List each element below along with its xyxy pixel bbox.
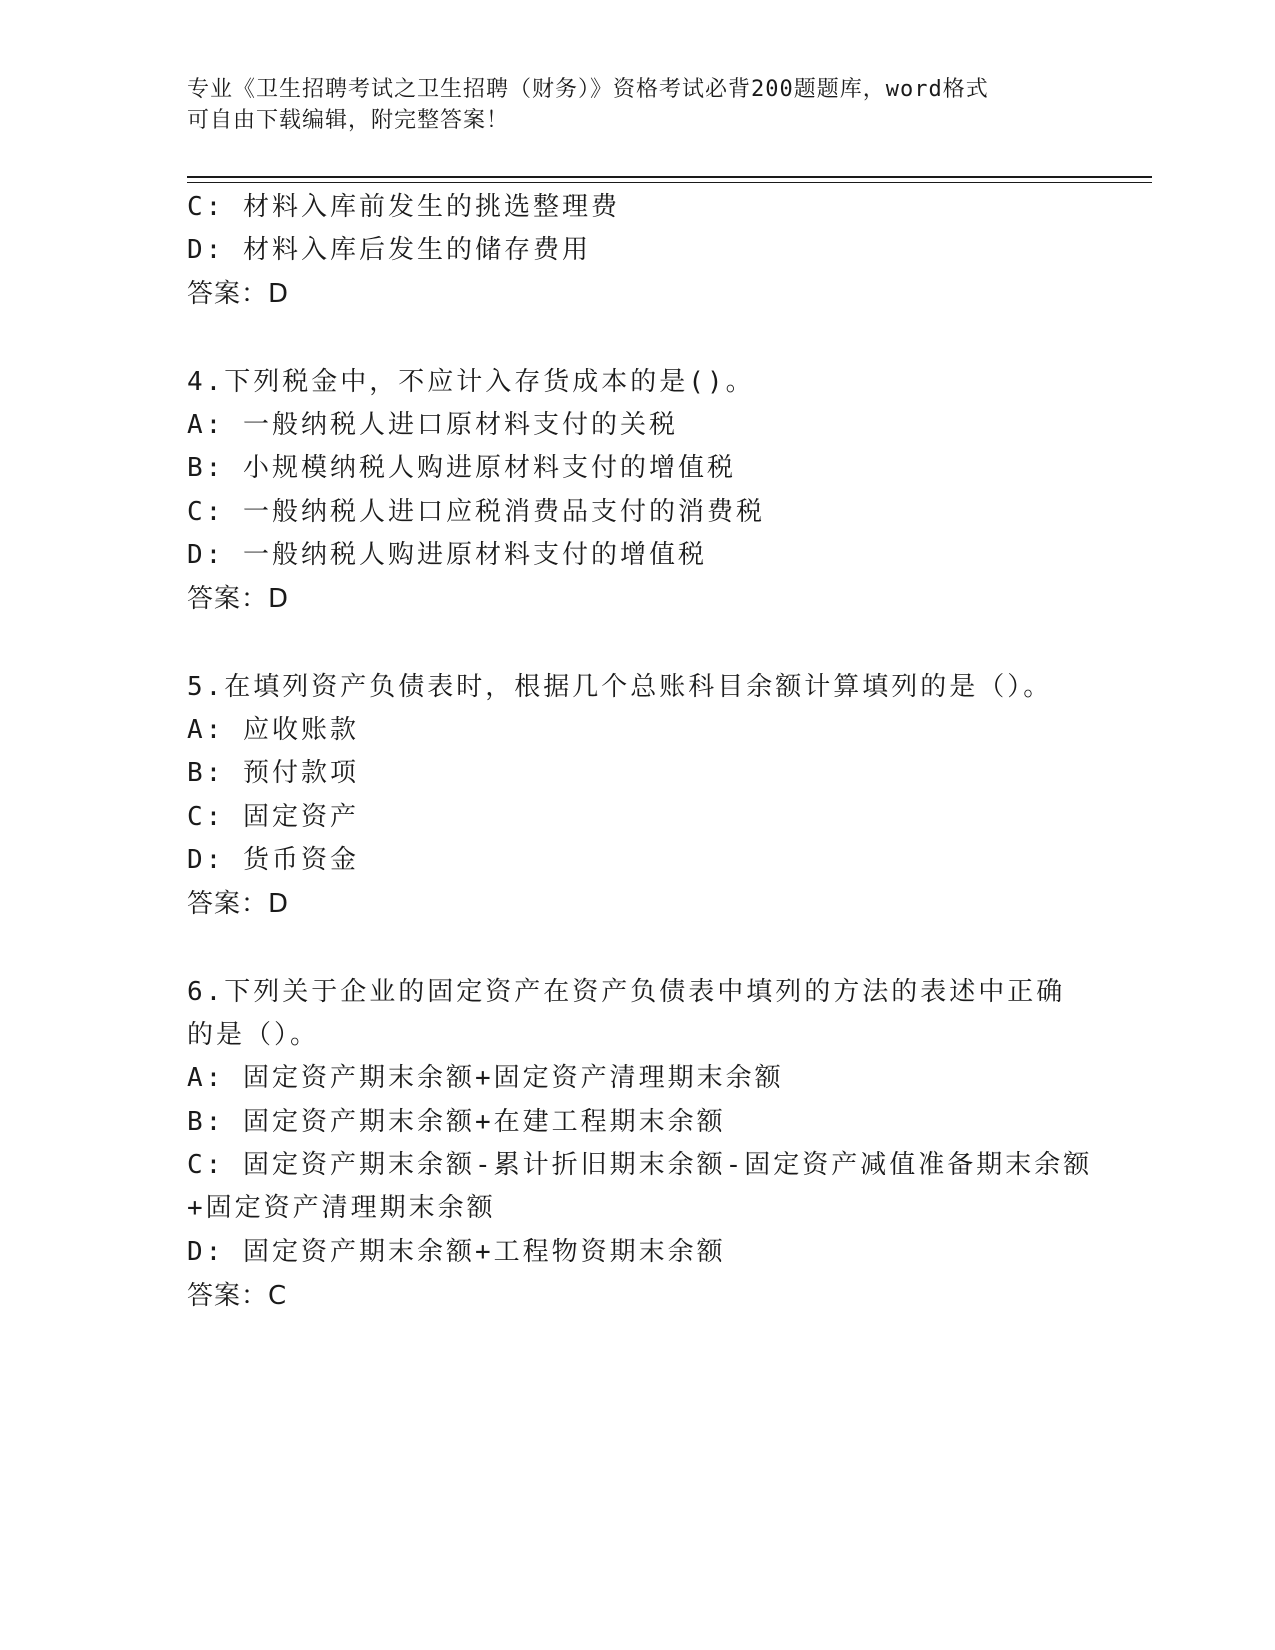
q5-question: 5.在填列资产负债表时，根据几个总账科目余额计算填列的是（）。 [187, 672, 1053, 702]
q4-option-d: D: 一般纳税人购进原材料支付的增值税 [187, 540, 707, 570]
q6-question-line-1: 6.下列关于企业的固定资产在资产负债表中填列的方法的表述中正确 [187, 977, 1066, 1007]
q6-option-a: A: 固定资产期末余额+固定资产清理期末余额 [187, 1063, 784, 1093]
q5-option-b: B: 预付款项 [187, 758, 359, 788]
document-header [187, 74, 1087, 136]
q3-option-c: C: 材料入库前发生的挑选整理费 [187, 192, 620, 222]
q5-option-a: A: 应收账款 [187, 715, 359, 745]
header-divider-thick [187, 176, 1152, 178]
header-divider-thin [187, 182, 1152, 183]
q6-question-line-2: 的是（）。 [187, 1020, 320, 1050]
header-line-1: 专业《卫生招聘考试之卫生招聘（财务）》资格考试必背200题题库，word格式 [187, 77, 989, 102]
header-line-2: 可自由下载编辑，附完整答案！ [187, 108, 510, 133]
q5-option-d: D: 货币资金 [187, 845, 359, 875]
q4-option-a: A: 一般纳税人进口原材料支付的关税 [187, 410, 678, 440]
q4-answer: 答案：D [187, 584, 290, 614]
q5-answer: 答案：D [187, 889, 290, 919]
q4-question: 4.下列税金中，不应计入存货成本的是()。 [187, 367, 755, 397]
q6-answer: 答案：C [187, 1281, 288, 1311]
q6-option-c-line-1: C: 固定资产期末余额-累计折旧期末余额-固定资产减值准备期末余额 [187, 1150, 1093, 1180]
q4-option-b: B: 小规模纳税人购进原材料支付的增值税 [187, 453, 736, 483]
q6-option-b: B: 固定资产期末余额+在建工程期末余额 [187, 1107, 726, 1137]
q6-option-c-line-2: +固定资产清理期末余额 [187, 1193, 496, 1223]
q4-option-c: C: 一般纳税人进口应税消费品支付的消费税 [187, 497, 765, 527]
q5-option-c: C: 固定资产 [187, 802, 359, 832]
q3-option-d: D: 材料入库后发生的储存费用 [187, 235, 591, 265]
q3-answer: 答案：D [187, 279, 290, 309]
q6-option-d: D: 固定资产期末余额+工程物资期末余额 [187, 1237, 726, 1267]
